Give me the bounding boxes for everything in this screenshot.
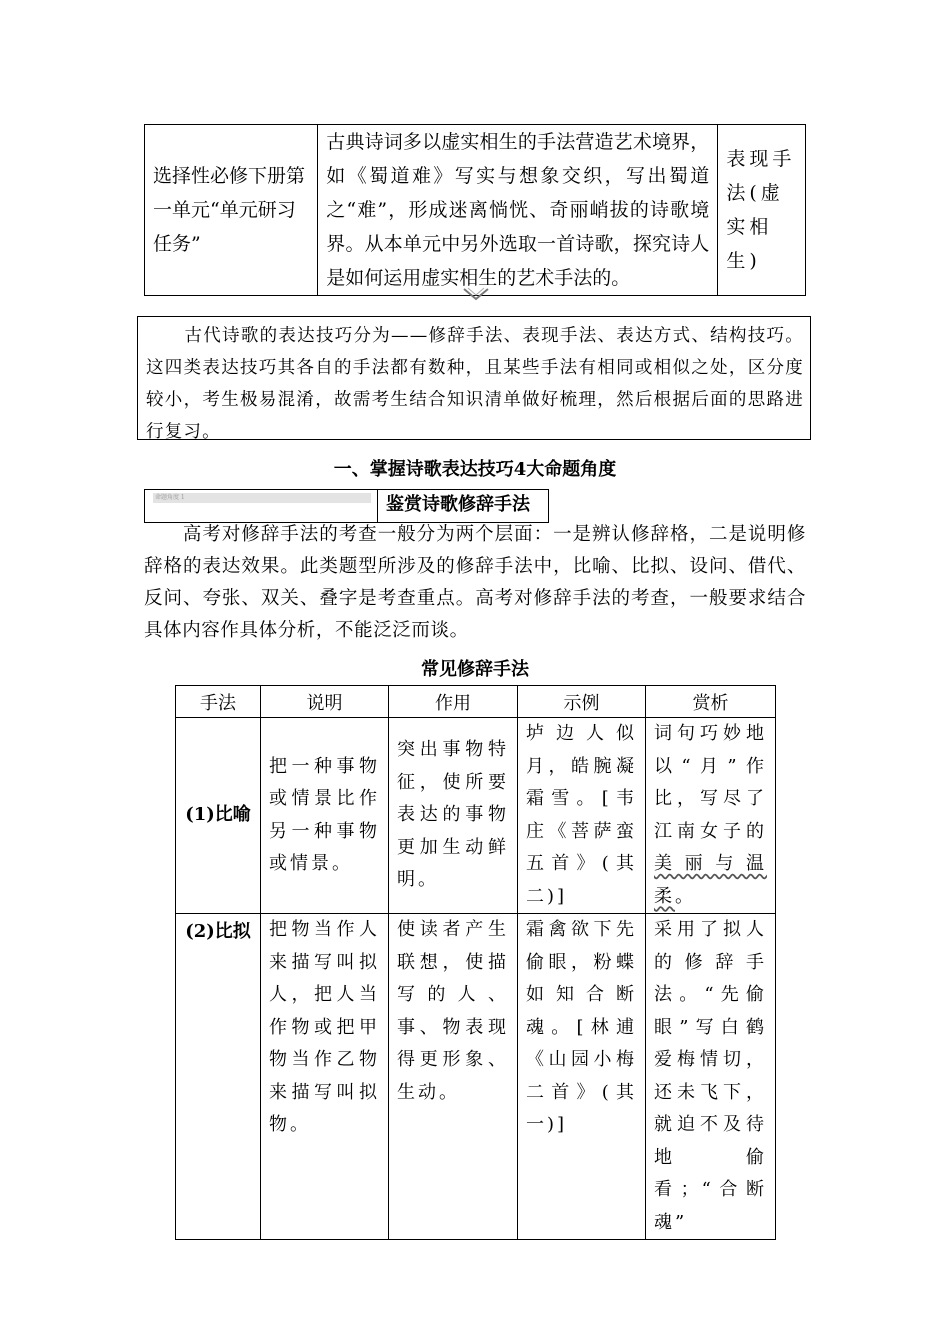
table-row bbox=[176, 914, 776, 1240]
row-analysis bbox=[646, 718, 776, 914]
body-paragraph-text: 高考对修辞手法的考查一般分为两个层面：一是辨认修辞格，二是说明修辞格的表达效果。此类题型所涉及的修辞手法中，比喻、比拟、设问、借代、反问、夸张、双关、叠字是考查重点。高考对修辞手法的考查，一般要求结合具体内容作具体分析，不能泛泛而谈。 bbox=[144, 524, 806, 641]
row-analysis-end: 。 bbox=[675, 885, 696, 907]
row-effect: 使读者产生联想，使描写的人、事、物表现得更形象、生动。 bbox=[389, 914, 518, 1240]
row-method: (1)比喻 bbox=[176, 718, 261, 914]
row-example: 霜禽欲下先偷眼，粉蝶如知合断魂。[林逋《山园小梅二首》(其一)] bbox=[518, 914, 646, 1240]
header-effect: 作用 bbox=[389, 686, 518, 718]
row-description: 把物当作人来描写叫拟人，把人当作物或把甲物当作乙物来描写叫拟物。 bbox=[261, 914, 389, 1240]
row-analysis: 采用了拟人的修辞手法。“先偷眼”写白鹤爱梅情切，还未飞下，就迫不及待地偷看；“合断魂” bbox=[646, 914, 776, 1240]
body-paragraph bbox=[144, 519, 806, 647]
row-method: (2)比拟 bbox=[176, 914, 261, 1240]
header-example: 示例 bbox=[518, 686, 646, 718]
top-table-unit: 选择性必修下册第一单元“单元研习任务” bbox=[145, 125, 318, 296]
row-example: 垆边人似月，皓腕凝霜雪。[韦庄《菩萨蛮五首》(其二)] bbox=[518, 718, 646, 914]
topic-tag-text: 命题角度 1 bbox=[155, 494, 185, 501]
topic-title: 鉴赏诗歌修辞手法 bbox=[377, 490, 530, 522]
top-table-category: 表现手法(虚实相生) bbox=[718, 125, 806, 296]
header-analysis: 赏析 bbox=[646, 686, 776, 718]
top-task-table bbox=[144, 124, 806, 296]
topic-label-box bbox=[144, 489, 549, 523]
row-analysis-text: 词句巧妙地以“月”作比，写尽了江南女子的 bbox=[654, 723, 767, 842]
intro-box bbox=[137, 316, 811, 440]
rhetoric-table bbox=[175, 685, 776, 1240]
row-description: 把一种事物或情景比作另一种事物或情景。 bbox=[261, 718, 389, 914]
row-effect: 突出事物特征，使所要表达的事物更加生动鲜明。 bbox=[389, 718, 518, 914]
top-table-task: 古典诗词多以虚实相生的手法营造艺术境界，如《蜀道难》写实与想象交织，写出蜀道之“难”，形成迷离惝恍、奇丽峭拔的诗歌境界。从本单元中另外选取一首诗歌，探究诗人是如何运用虚实相生的艺术手法的。 bbox=[318, 125, 718, 296]
topic-tag-banner bbox=[153, 493, 371, 503]
chevron-down-icon bbox=[462, 287, 490, 301]
header-description: 说明 bbox=[261, 686, 389, 718]
table-header-row bbox=[176, 686, 776, 718]
table-row bbox=[176, 718, 776, 914]
intro-text: 古代诗歌的表达技巧分为——修辞手法、表现手法、表达方式、结构技巧。这四类表达技巧其各自的手法都有数种，且某些手法有相同或相似之处，区分度较小，考生极易混淆，故需考生结合知识清单做好梳理，然后根据后面的思路进行复习。 bbox=[146, 326, 804, 442]
header-method: 手法 bbox=[176, 686, 261, 718]
section-heading: 一、掌握诗歌表达技巧4大命题角度 bbox=[333, 459, 617, 480]
row-analysis-emphasis: 美丽与温柔 bbox=[654, 853, 767, 907]
table-title: 常见修辞手法 bbox=[421, 659, 529, 680]
